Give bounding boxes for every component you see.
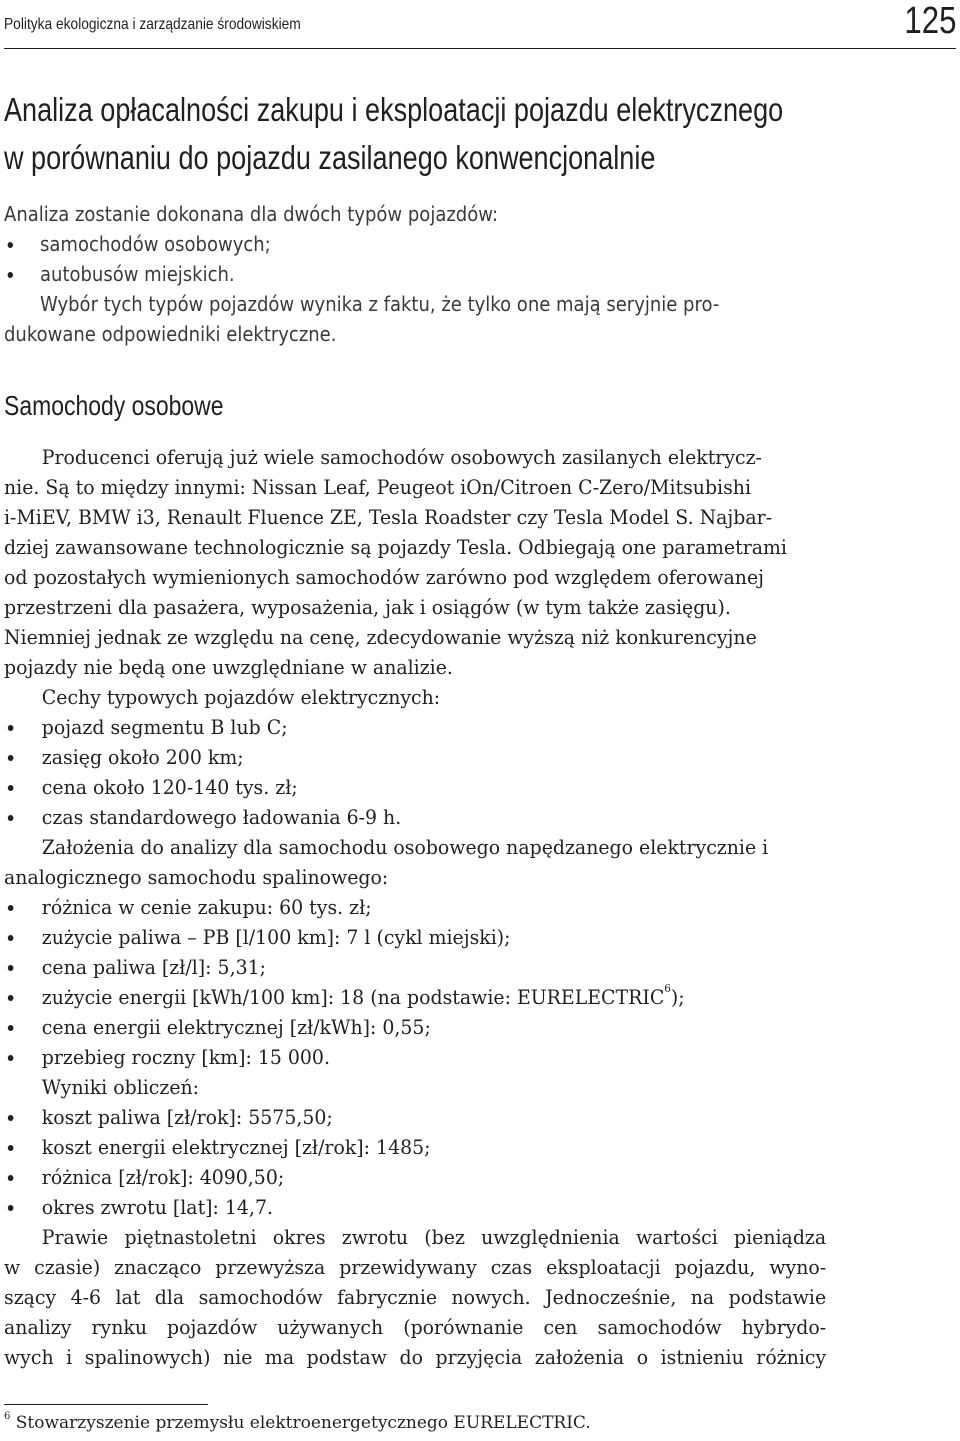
assumption-item: przebieg roczny [km]: 15 000.	[4, 1042, 826, 1072]
page-title	[4, 86, 784, 182]
footnote-reference[interactable]: 6	[664, 982, 671, 995]
page-number: 125	[904, 0, 956, 42]
assumption-energy-tail: );	[670, 985, 685, 1009]
feature-item: czas standardowego ładowania 6-9 h.	[4, 802, 826, 832]
feature-item: cena około 120-140 tys. zł;	[4, 772, 826, 802]
section-heading: Samochody osobowe	[4, 390, 224, 421]
assumption-item: cena energii elektrycznej [zł/kWh]: 0,55;	[4, 1012, 826, 1042]
paragraph-line: i-MiEV, BMW i3, Renault Fluence ZE, Tesla Roadster czy Tesla Model S. Najbar-	[4, 505, 773, 529]
result-item: różnica [zł/rok]: 4090,50;	[4, 1162, 826, 1192]
section-body	[4, 442, 826, 1372]
assumption-item: różnica w cenie zakupu: 60 tys. zł;	[4, 892, 826, 922]
assumption-item	[4, 982, 826, 1012]
intro-item: autobusów miejskich.	[4, 259, 850, 289]
paragraph-line: Niemniej jednak ze względu na cenę, zdecydowanie wyższą niż konkurencyjne	[4, 625, 757, 649]
result-item: okres zwrotu [lat]: 14,7.	[4, 1192, 826, 1222]
title-line-2: w porównaniu do pojazdu zasilanego konwencjonalnie	[4, 139, 656, 176]
feature-item: pojazd segmentu B lub C;	[4, 712, 826, 742]
paragraph-line: Prawie piętnastoletni okres zwrotu (bez uwzględnienia wartości pieniądza	[41, 1225, 827, 1249]
paragraph-line: w czasie) znacząco przewyższa przewidywany czas eksploatacji pojazdu, wyno-	[4, 1255, 827, 1279]
intro-item: samochodów osobowych;	[4, 229, 850, 259]
assumptions-lead: analogicznego samochodu spalinowego:	[4, 865, 389, 889]
paragraph-line: przestrzeni dla pasażera, wyposażenia, jak i osiągów (w tym także zasięgu).	[4, 595, 731, 619]
assumption-item: cena paliwa [zł/l]: 5,31;	[4, 952, 826, 982]
results-lead: Wyniki obliczeń:	[41, 1075, 200, 1099]
title-line-1: Analiza opłacalności zakupu i eksploatacji pojazdu elektrycznego	[4, 91, 784, 128]
result-item: koszt energii elektrycznej [zł/rok]: 1485;	[4, 1132, 826, 1162]
page-header	[4, 0, 956, 49]
result-item: koszt paliwa [zł/rok]: 5575,50;	[4, 1102, 826, 1132]
intro-lead: Analiza zostanie dokonana dla dwóch typów pojazdów:	[4, 202, 499, 226]
features-lead: Cechy typowych pojazdów elektrycznych:	[41, 685, 441, 709]
footnote-marker: 6	[4, 1411, 11, 1422]
footnote-text: Stowarzyszenie przemysłu elektroenergetycznego EURELECTRIC.	[10, 1413, 591, 1433]
footnote	[4, 1410, 591, 1436]
intro-note-line: Wybór tych typów pojazdów wynika z faktu, że tylko one mają seryjnie pro-	[40, 292, 720, 316]
paragraph-line: wych i spalinowych) nie ma podstaw do przyjęcia założenia o istnieniu różnicy	[4, 1345, 827, 1369]
intro-block	[4, 199, 850, 349]
intro-note-line: dukowane odpowiedniki elektryczne.	[4, 322, 337, 346]
assumption-energy-text: zużycie energii [kWh/100 km]: 18 (na podstawie: EURELECTRIC	[41, 985, 665, 1009]
paragraph-line: pojazdy nie będą one uwzględniane w analizie.	[4, 655, 453, 679]
paragraph-line: szący 4-6 lat dla samochodów fabrycznie nowych. Jednocześnie, na podstawie	[4, 1285, 827, 1309]
feature-item: zasięg około 200 km;	[4, 742, 826, 772]
running-head: Polityka ekologiczna i zarządzanie środowiskiem	[4, 16, 301, 33]
paragraph-line: dziej zawansowane technologicznie są pojazdy Tesla. Odbiegają one parametrami	[4, 535, 787, 559]
paragraph-line: Producenci oferują już wiele samochodów osobowych zasilanych elektrycz-	[41, 445, 762, 469]
paragraph-line: nie. Są to między innymi: Nissan Leaf, Peugeot iOn/Citroen C-Zero/Mitsubishi	[4, 475, 752, 499]
assumptions-lead: Założenia do analizy dla samochodu osobowego napędzanego elektrycznie i	[41, 835, 769, 859]
paragraph-line: analizy rynku pojazdów używanych (porównanie cen samochodów hybrydo-	[4, 1315, 827, 1339]
footnote-divider	[4, 1404, 208, 1405]
assumption-item: zużycie paliwa – PB [l/100 km]: 7 l (cykl miejski);	[4, 922, 826, 952]
paragraph-line: od pozostałych wymienionych samochodów zarówno pod względem oferowanej	[4, 565, 764, 589]
